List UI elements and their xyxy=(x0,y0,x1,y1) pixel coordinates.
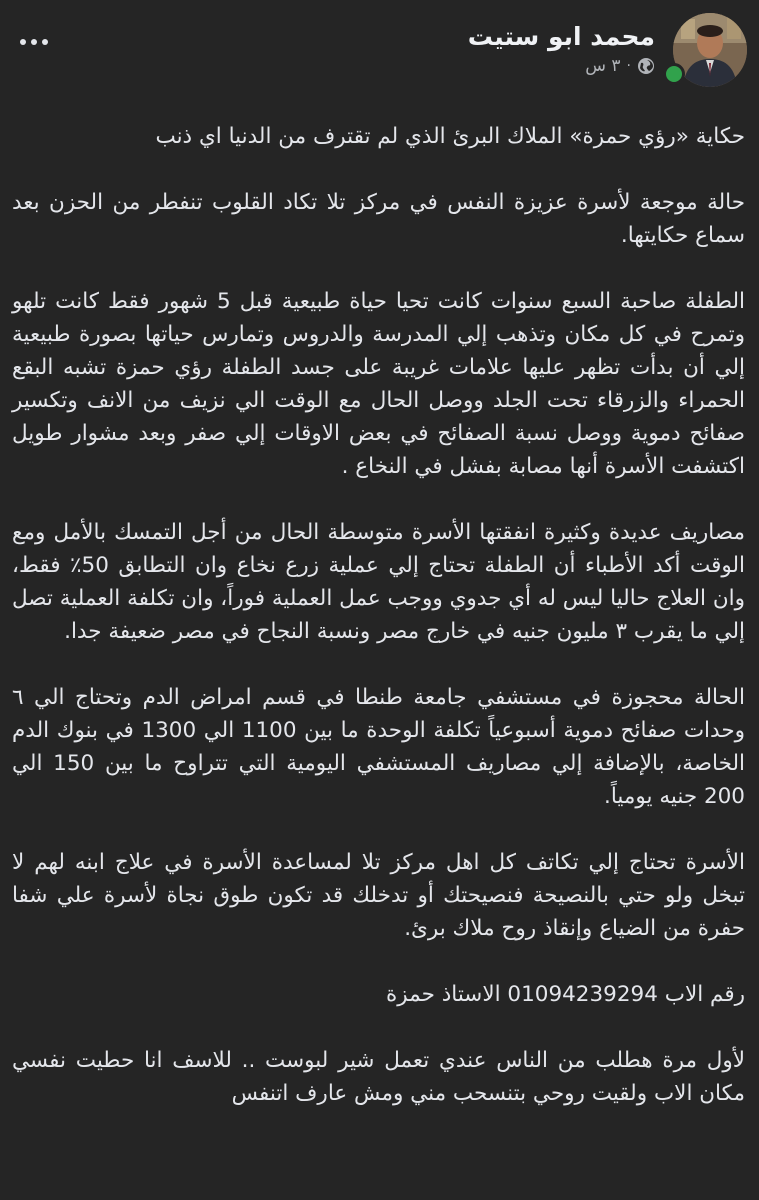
globe-icon[interactable] xyxy=(637,57,655,75)
post-meta xyxy=(585,56,655,76)
more-options-button[interactable] xyxy=(14,30,54,54)
author-name[interactable]: محمد ابو ستيت xyxy=(467,22,655,51)
more-horizontal-icon xyxy=(42,39,48,45)
author-avatar[interactable] xyxy=(673,13,747,87)
more-horizontal-icon xyxy=(31,39,37,45)
post-paragraph-phone: رقم الاب 01094239294 الاستاذ حمزة xyxy=(386,982,745,1007)
post-paragraph: الطفلة صاحبة السبع سنوات كانت تحيا حياة طبيعية قبل 5 شهور فقط كانت تلهو وتمرح في كل مكان وتذهب إلي المدرسة والدروس وتمارس حياتها بصورة طبيعية إلي أن بدأت تظهر عليها علامات غريبة على جسد الطفلة رؤي حمزة تشبه البقع الحمراء والزرقاء تحت الجلد ووصل الحال مع الوقت الي نزيف من الانف وتكسير صفائح دموية ووصل نسبة الصفائح في بعض الاوقات إلي صفر وبعد مشوار طويل اكتشفت الأسرة أنها مصابة بفشل في النخاع . xyxy=(12,289,745,479)
post-paragraph: الأسرة تحتاج إلي تكاتف كل اهل مركز تلا لمساعدة الأسرة في علاج ابنه لهم لا تبخل ولو حتي بالنصيحة فنصيحتك أو تدخلك قد تكون طوق نجاة لأسرة علي شفا حفرة من الضياع وإنقاذ روح ملاك برئ. xyxy=(12,850,745,941)
online-status-indicator xyxy=(663,63,685,85)
meta-separator: · xyxy=(626,58,631,74)
post-paragraph-title: حكاية «رؤي حمزة» الملاك البرئ الذي لم تقترف من الدنيا اي ذنب xyxy=(155,124,745,149)
post-time[interactable]: ٣ س xyxy=(585,56,621,76)
post-header xyxy=(0,0,759,100)
more-horizontal-icon xyxy=(20,39,26,45)
post-paragraph: لأول مرة هطلب من الناس عندي تعمل شير لبوست .. للاسف انا حطيت نفسي مكان الاب ولقيت روحي بتنسحب مني ومش عارف اتنفس xyxy=(12,1048,745,1106)
post-text xyxy=(12,120,745,1110)
post-paragraph: حالة موجعة لأسرة عزيزة النفس في مركز تلا تكاد القلوب تنفطر من الحزن بعد سماع حكايتها. xyxy=(12,190,745,248)
post-paragraph: الحالة محجوزة في مستشفي جامعة طنطا في قسم امراض الدم وتحتاج الي ٦ وحدات صفائح دموية أسبوعياً تكلفة الوحدة ما بين 1100 الي 1300 في بنوك الدم الخاصة، بالإضافة إلي مصاريف المستشفي اليومية التي تتراوح ما بين 150 الي 200 جنيه يومياً. xyxy=(12,685,745,809)
post-paragraph: مصاريف عديدة وكثيرة انفقتها الأسرة متوسطة الحال من أجل التمسك بالأمل ومع الوقت أكد الأطباء أن الطفلة تحتاج إلي عملية زرع نخاع وان التطابق 50٪ فقط، وان العلاج حاليا ليس له أي جدوي ووجب عمل العملية فوراً، وان تكلفة العملية تصل إلي ما يقرب ٣ مليون جنيه في خارج مصر ونسبة النجاح في مصر ضعيفة جدا. xyxy=(12,520,745,644)
